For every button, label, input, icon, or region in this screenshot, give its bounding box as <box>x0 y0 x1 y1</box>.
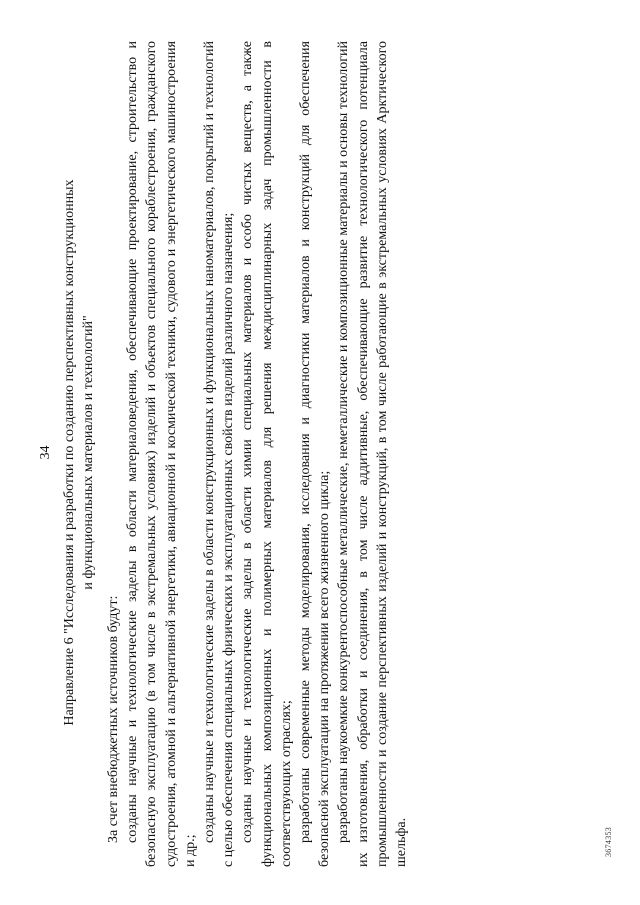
paragraph: созданы научные и технологические заделы в области химии специальных материалов и особо чистых веществ, а также функциональных композиционных и полимерных материалов для решения междисциплинарных задач промышленности в соответствующих отраслях; <box>240 41 294 867</box>
body-text <box>104 41 411 867</box>
heading-line-1: Направление 6 "Исследования и разработки по созданию перспективных конструкционных <box>62 179 77 726</box>
paragraph: созданы научные и технологические заделы в области материаловедения, обеспечивающие проектирование, строительство и безопасную эксплуатацию (в том числе в экстремальных условиях) изделий и объектов специального кораблестроения, гражданского судостроения, атомной и альтернативной энергетики, авиационной и космической техники, судового и энергетического машиностроения и др.; <box>125 41 198 867</box>
paragraph: разработаны современные методы моделирования, исследования и диагностики материалов и конструкций для обеспечения безопасной эксплуатации на протяжении всего жизненного цикла; <box>298 41 333 867</box>
paragraph: созданы научные и технологические заделы в области конструкционных и функциональных наноматериалов, покрытий и технологий с целью обеспечения специальных физических и эксплуатационных свойств изделий различного назначения; <box>202 41 237 867</box>
paragraph: разработаны наукоемкие конкурентоспособные металлические, неметаллические и композиционные материалы и основы технологий их изготовления, обработки и соединения, в том числе аддитивные, обеспечивающие развитие технологического потенциала промышленности и создание перспективных изделий и конструкций, в том числе работающие в экстремальных условиях Арктического шельфа. <box>336 41 410 867</box>
document-stamp: 3674353 <box>604 826 613 857</box>
page-number: 34 <box>38 445 53 460</box>
heading-line-2: и функциональных материалов и технологий" <box>81 315 96 590</box>
intro-paragraph: За счет внебюджетных источников будут: <box>106 595 121 843</box>
section-heading <box>60 140 98 765</box>
